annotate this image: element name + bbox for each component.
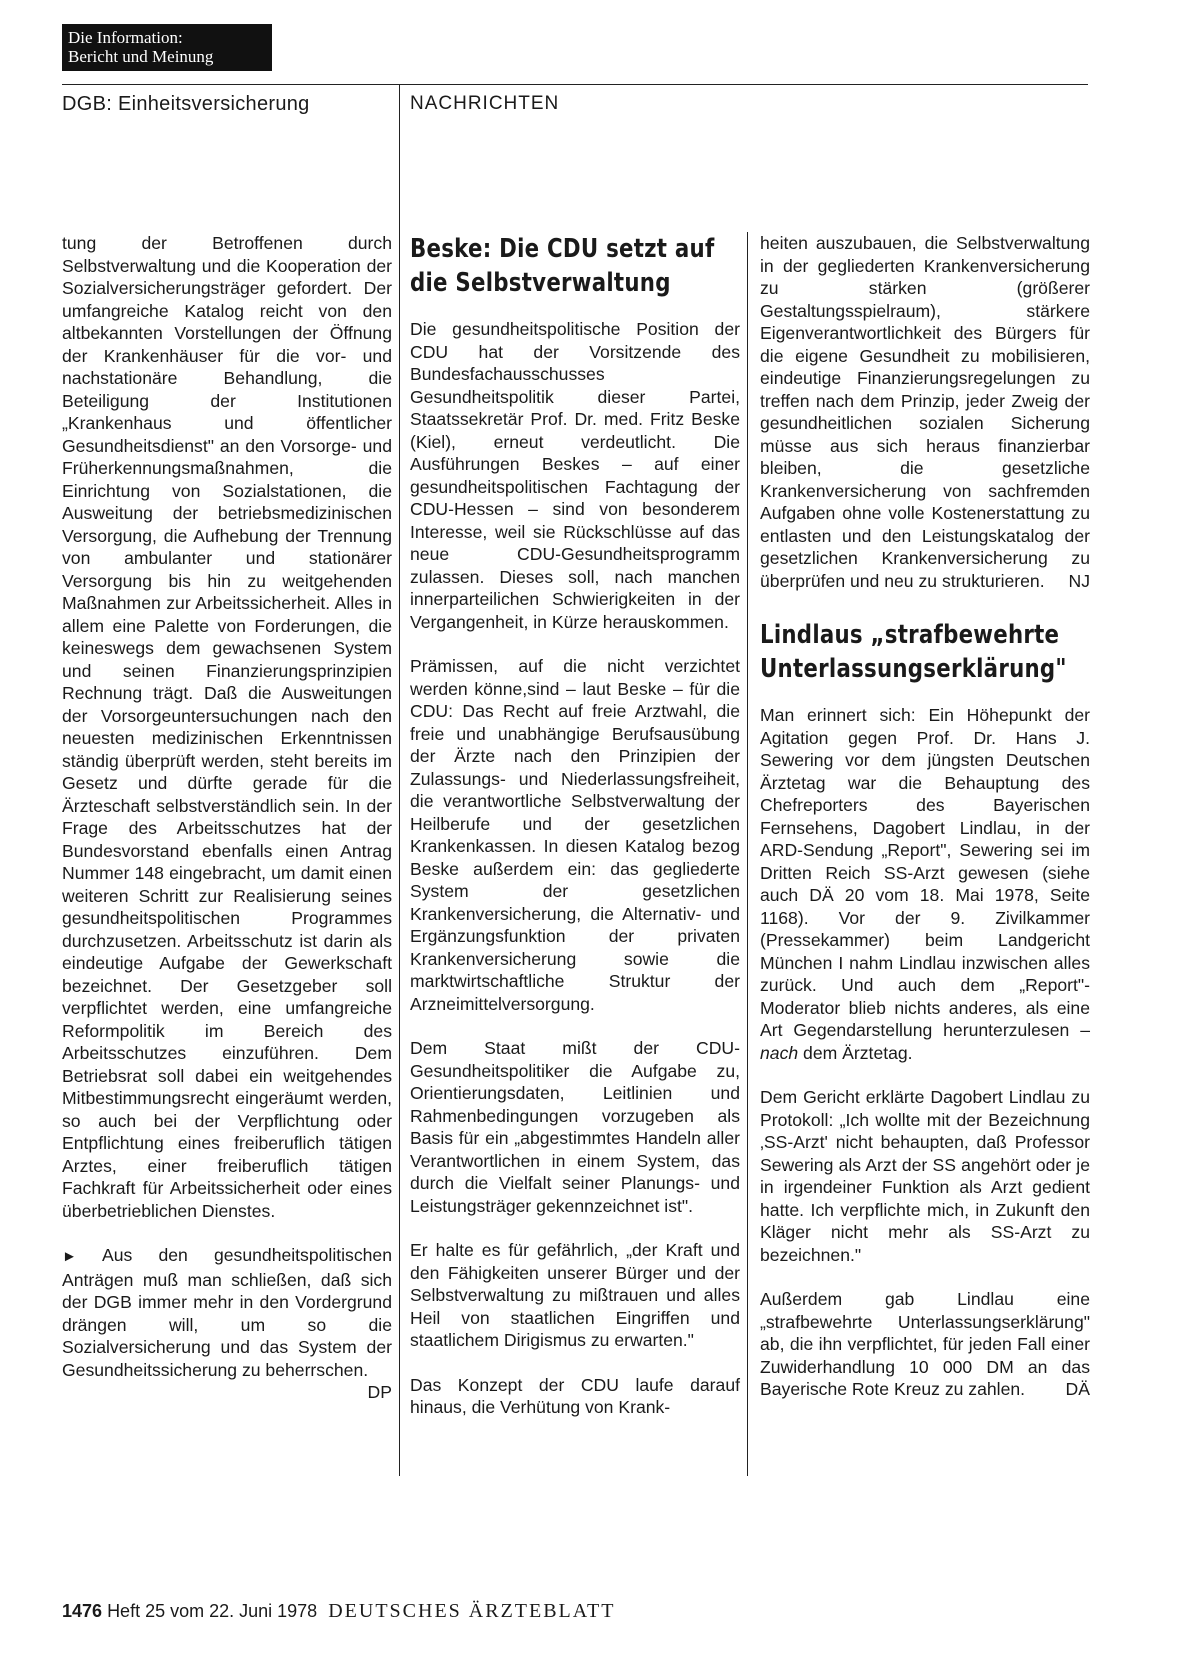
page-footer: [62, 1600, 615, 1623]
author-signature: DÄ: [1065, 1379, 1090, 1399]
column-divider-2: [747, 232, 748, 1476]
column-2: [410, 232, 740, 1441]
col1-paragraph-2: [62, 1244, 392, 1402]
article-headline: Beske: Die CDU setzt auf die Selbstverwaltung: [410, 234, 715, 298]
col2-paragraph-2: Prämissen, auf die nicht verzichtet werden könne,sind – laut Beske – für die CDU: Das Recht auf freie Arztwahl, die freie und unabhängige Berufsausübung der Ärzte nach den Prinzipien der Zulassungs- und Niederlassungsfreiheit, die verantwortliche Selbstverwaltung der Heilberufe und der gesetzlichen Krankenkassen. In diesen Katalog bezog Beske außerdem ein: das gegliederte System der gesetzlichen Krankenversicherung, die Alternativ- und Ergänzungsfunktion der privaten Krankenversicherung sowie die marktwirtschaftliche Struktur der Arzneimittelversorgung.: [410, 656, 740, 1014]
section-tag-line1: Die Information:: [68, 28, 183, 47]
emphasis: nach: [760, 1042, 799, 1063]
col2-paragraph-1: Die gesundheitspolitische Position der CDU hat der Vorsitzende des Bundesfachausschusses Gesundheitspolitik dieser Partei, Staatssekretär Prof. Dr. med. Fritz Beske (Kiel), erneut verdeutlicht. Die Ausführungen Beskes – auf einer gesundheitspolitischen Fachtagung der CDU-Hessen – sind von besonderem Interesse, weil sie Rückschlüsse auf das neue CDU-Gesundheitsprogramm zulassen. Dieses soll, nach manchen innerparteilichen Schwierigkeiten in der Vergangenheit, in Kürze herauskommen.: [410, 319, 740, 632]
col3-paragraph-1: [760, 232, 1090, 592]
col1-paragraph-2-text: Aus den gesundheitspolitischen Anträgen muß man schließen, daß sich der DGB immer mehr in den Vordergrund drängen will, um so die Sozialversicherung und das System der Gesundheitssicherung zu beherrschen.: [62, 1245, 392, 1380]
col3-paragraph-4-text: Außerdem gab Lindlau eine „strafbewehrte Unterlassungserklärung" ab, die ihn verpflichtet, für jeden Fall einer Zuwiderhandlung 10 000 DM an das Bayerische Rote Kreuz zu zahlen.: [760, 1289, 1090, 1399]
section-tag-line2: Bericht und Meinung: [68, 47, 214, 66]
col2-paragraph-4: Er halte es für gefährlich, „der Kraft und den Fähigkeiten unserer Bürger und der Selbstverwaltung zu mißtrauen und alles Heil von staatlichen Eingriffen und staatlichem Dirigismus zu erwarten.": [410, 1240, 740, 1350]
col3-paragraph-3: Dem Gericht erklärte Dagobert Lindlau zu Protokoll: „Ich wollte mit der Bezeichnung ‚SS-Arzt' nicht behaupten, daß Professor Sewering als Arzt der SS angehört oder je in irgendeiner Funktion als Arzt gedient hatte. Ich verpflichte mich, in Zukunft den Kläger nicht mehr als SS-Arzt zu bezeichnen.": [760, 1087, 1090, 1265]
column-divider-1: [399, 84, 400, 1476]
col3-paragraph-2: [760, 704, 1090, 1064]
section-tag: [62, 24, 272, 71]
magazine-name: DEUTSCHES ÄRZTEBLATT: [328, 1600, 616, 1622]
arrow-icon: ►: [62, 1248, 77, 1265]
col2-paragraph-3: Dem Staat mißt der CDU-Gesundheitspolitiker die Aufgabe zu, Orientierungsdaten, Leitlinien und Rahmenbedingungen vorzugeben als Basis für ein „abgestimmtes Handeln aller Verantwortlichen in einem System, das durch die Vielfalt seiner Planungs- und Leistungsträger gekennzeichnet ist".: [410, 1038, 740, 1216]
page-number: 1476: [62, 1601, 103, 1621]
header-rule: [62, 84, 1088, 85]
column-1: [62, 232, 392, 1404]
col3-paragraph-2-text: Man erinnert sich: Ein Höhepunkt der Agitation gegen Prof. Dr. Hans J. Sewering vor dem jüngsten Deutschen Ärztetag war die Behauptung des Chefreporters des Bayerischen Fernsehens, Dagobert Lindlau, in der ARD-Sendung „Report", Sewering sei im Dritten Reich SS-Arzt gewesen (siehe auch DÄ 20 vom 18. Mai 1978, Seite 1168). Vor der 9. Zivilkammer (Pressekammer) beim Landgericht München I nahm Lindlau inzwischen alles zurück. Und auch dem „Report"-Moderator blieb nichts anderes, als eine Art Gegendarstellung herunterzulesen –: [760, 705, 1090, 1040]
col3-paragraph-4: [760, 1288, 1090, 1401]
col3-paragraph-2-end: dem Ärztetag.: [803, 1042, 913, 1063]
author-signature: NJ: [1068, 570, 1090, 591]
header-section: NACHRICHTEN: [410, 93, 560, 114]
column-3: [760, 232, 1090, 1423]
header-topic: DGB: Einheitsversicherung: [62, 93, 310, 115]
article-headline: Lindlaus „strafbewehrte Unterlassungserklärung": [760, 620, 1067, 684]
col2-paragraph-5: Das Konzept der CDU laufe darauf hinaus, die Verhütung von Krank-: [410, 1374, 740, 1417]
issue-info: Heft 25 vom 22. Juni 1978: [107, 1601, 318, 1621]
author-signature: DP: [367, 1382, 392, 1402]
col3-paragraph-1-text: heiten auszubauen, die Selbstverwaltung in der gegliederten Krankenversicherung zu stärken (größerer Gestaltungsspielraum), stärkere Eigenverantwortlichkeit des Bürgers für die eigene Gesundheit zu mobilisieren, eindeutige Finanzierungsregelungen zu treffen nach dem Prinzip, jeder Zweig der gesundheitlichen sozialen Sicherung müsse aus sich heraus finanzierbar bleiben, die gesetzliche Krankenversicherung von sachfremden Aufgaben ohne volle Kostenerstattung zu entlasten und den Leistungskatalog der gesetzlichen Krankenversicherung zu überprüfen und neu zu strukturieren.: [760, 233, 1090, 591]
col1-paragraph-1: tung der Betroffenen durch Selbstverwaltung und die Kooperation der Sozialversicherungsträger gefordert. Der umfangreiche Katalog reicht von den altbekannten Vorstellungen der Öffnung der Krankenhäuser für die vor- und nachstationäre Behandlung, die Beteiligung der Institutionen „Krankenhaus und öffentlicher Gesundheitsdienst" an den Vorsorge- und Früherkennungsmaßnahmen, die Einrichtung von Sozialstationen, die Ausweitung der betriebsmedizinischen Versorgung, die Aufhebung der Trennung von ambulanter und stationärer Versorgung bis hin zu weitgehenden Maßnahmen zur Arbeitssicherheit. Alles in allem eine Palette von Forderungen, die keineswegs dem gewachsenen System und seinen Finanzierungsprinzipien Rechnung trägt. Daß die Ausweitungen der Vorsorgeuntersuchungen nach den neuesten medizinischen Erkenntnissen ständig überprüft werden, steht bereits im Gesetz und dürfte gerade für die Ärzteschaft selbstverständlich sein. In der Frage des Arbeitsschutzes hat der Bundesvorstand ebenfalls einen Antrag Nummer 148 eingebracht, um damit einen weiteren Schritt zur Realisierung seines gesundheitspolitischen Programmes durchzusetzen. Arbeitsschutz ist darin als eindeutige Aufgabe der Gewerkschaft bezeichnet. Der Gesetzgeber soll verpflichtet werden, eine umfangreiche Reformpolitik im Bereich des Arbeitsschutzes einzuführen. Dem Betriebsrat soll dabei ein weitgehendes Mitbestimmungsrecht eingeräumt werden, so auch bei der Verpflichtung oder Entpflichtung eines freiberuflich tätigen Arztes, einer freiberuflich tätigen Fachkraft für Arbeitssicherheit oder eines überbetrieblichen Dienstes.: [62, 233, 392, 1221]
